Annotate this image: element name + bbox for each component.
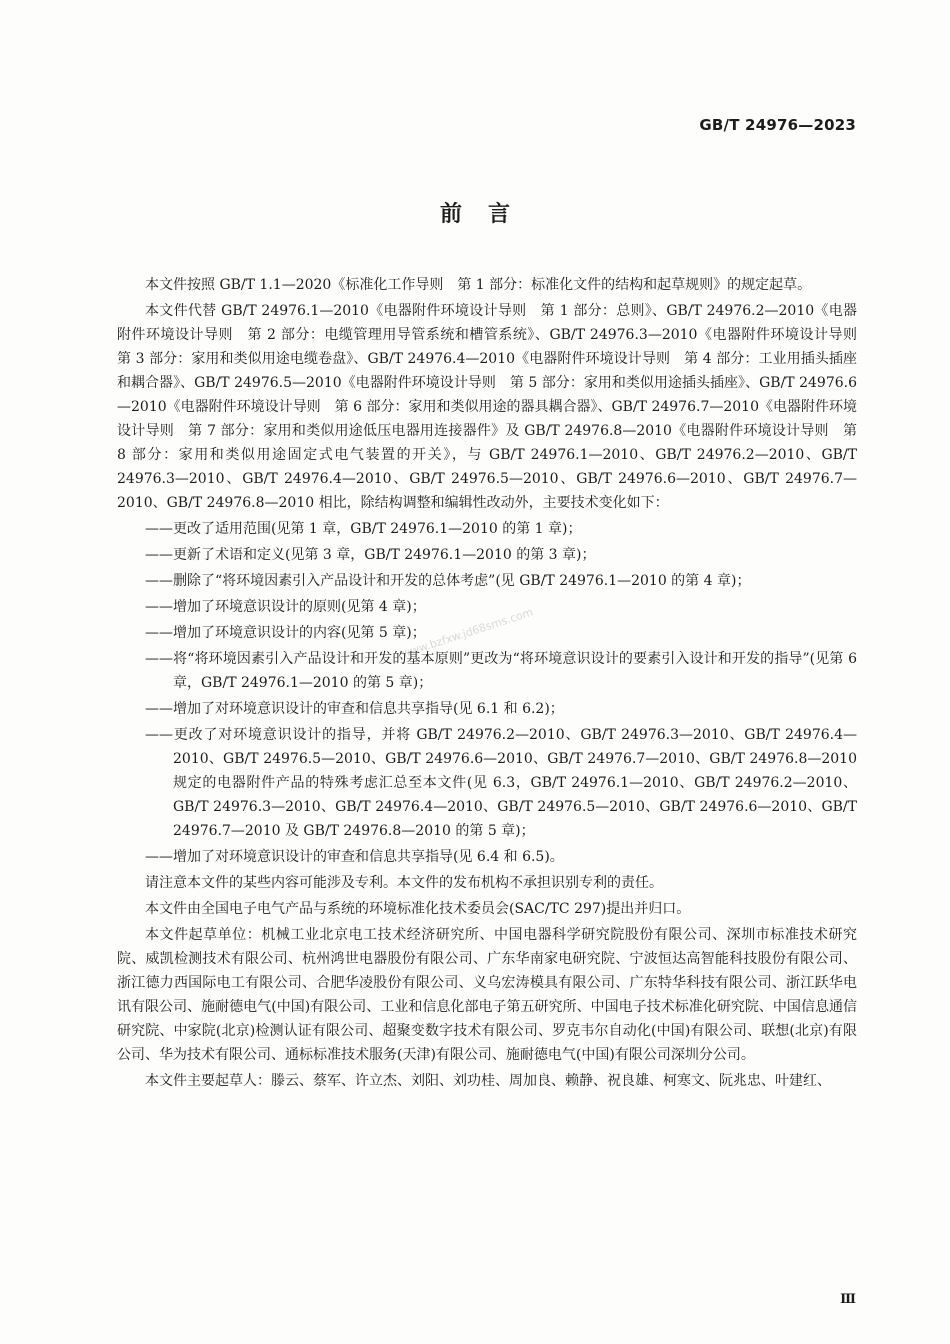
watermark: www.bzfxw.jd68sms.com	[400, 605, 535, 661]
paragraph-drafting-rules: 本文件按照 GB/T 1.1—2020《标准化工作导则 第 1 部分：标准化文件的结构和起草规则》的规定起草。	[145, 277, 812, 293]
list-item: ——将“将环境因素引入产品设计和开发的基本原则”更改为“将环境意识设计的要素引入设计和开发的指导”(见第 6 章，GB/T 24976.1—2010 的第 5 章)；	[145, 651, 857, 691]
page-title: 前言	[439, 202, 536, 227]
page-number: Ⅲ	[840, 1292, 856, 1307]
paragraph-drafting-units: 本文件起草单位：机械工业北京电工技术经济研究所、中国电器科学研究院股份有限公司、深圳市标准技术研究院、威凯检测技术有限公司、杭州鸿世电器股份有限公司、广东华南家电研究院、宁波恒达高智能科技股份有限公司、浙江德力西国际电工有限公司、合肥华凌股份有限公司、义乌宏涛模具有限公司、广东特华科技有限公司、浙江跃华电讯有限公司、施耐德电气(中国)有限公司、工业和信息化部电子第五研究所、中国电子技术标准化研究院、中国信息通信研究院、中家院(北京)检测认证有限公司、超聚变数字技术有限公司、罗克韦尔自动化(中国)有限公司、联想(北京)有限公司、华为技术有限公司、通标标准技术服务(天津)有限公司、施耐德电气(中国)有限公司深圳分公司。	[117, 927, 857, 1063]
list-item: ——更改了对环境意识设计的指导，并将 GB/T 24976.2—2010、GB/T 24976.3—2010、GB/T 24976.4—2010、GB/T 24976.5—2010、GB/T 24976.6—2010、GB/T 24976.7—2010、GB/T 24976.8—2010 规定的电器附件产品的特殊考虑汇总至本文件(见 6.3，GB/T 24976.1—2010、GB/T 24976.2—2010、GB/T 24976.3—2010、GB/T 24976.4—2010、GB/T 24976.5—2010、GB/T 24976.6—2010、GB/T 24976.7—2010 及 GB/T 24976.8—2010 的第 5 章)；	[145, 727, 857, 839]
list-item: ——增加了环境意识设计的原则(见第 4 章)；	[145, 599, 426, 615]
list-item: ——删除了“将环境因素引入产品设计和开发的总体考虑”(见 GB/T 24976.1—2010 的第 4 章)；	[145, 573, 751, 589]
list-item: ——更新了术语和定义(见第 3 章，GB/T 24976.1—2010 的第 3 章)；	[145, 547, 596, 563]
list-item: ——增加了对环境意识设计的审查和信息共享指导(见 6.1 和 6.2)；	[145, 701, 564, 717]
change-list	[117, 517, 857, 869]
paragraph-patent-notice: 请注意本文件的某些内容可能涉及专利。本文件的发布机构不承担识别专利的责任。	[145, 875, 663, 891]
list-item: ——增加了环境意识设计的内容(见第 5 章)；	[145, 625, 426, 641]
standard-number: GB/T 24976—2023	[699, 116, 856, 134]
list-item: ——更改了适用范围(见第 1 章，GB/T 24976.1—2010 的第 1 章)；	[145, 521, 582, 537]
paragraph-replacement: 本文件代替 GB/T 24976.1—2010《电器附件环境设计导则 第 1 部分：总则》、GB/T 24976.2—2010《电器附件环境设计导则 第 2 部分：电缆管理用导管系统和槽管系统》、GB/T 24976.3—2010《电器附件环境设计导则 第 3 部分：家用和类似用途电缆卷盘》、GB/T 24976.4—2010《电器附件环境设计导则 第 4 部分：工业用插头插座和耦合器》、GB/T 24976.5—2010《电器附件环境设计导则 第 5 部分：家用和类似用途插头插座》、GB/T 24976.6—2010《电器附件环境设计导则 第 6 部分：家用和类似用途的器具耦合器》、GB/T 24976.7—2010《电器附件环境设计导则 第 7 部分：家用和类似用途低压电器用连接器件》及 GB/T 24976.8—2010《电器附件环境设计导则 第 8 部分：家用和类似用途固定式电气装置的开关》，与 GB/T 24976.1—2010、GB/T 24976.2—2010、GB/T 24976.3—2010、GB/T 24976.4—2010、GB/T 24976.5—2010、GB/T 24976.6—2010、GB/T 24976.7—2010、GB/T 24976.8—2010 相比，除结构调整和编辑性改动外，主要技术变化如下：	[117, 303, 871, 511]
document-body	[117, 273, 871, 1095]
paragraph-drafters: 本文件主要起草人：滕云、蔡军、许立杰、刘阳、刘功桂、周加良、赖静、祝良雄、柯寒文、阮兆忠、叶建红、	[145, 1073, 831, 1089]
list-item: ——增加了对环境意识设计的审查和信息共享指导(见 6.4 和 6.5)。	[145, 849, 564, 865]
paragraph-committee: 本文件由全国电子电气产品与系统的环境标准化技术委员会(SAC/TC 297)提出并归口。	[145, 901, 691, 917]
